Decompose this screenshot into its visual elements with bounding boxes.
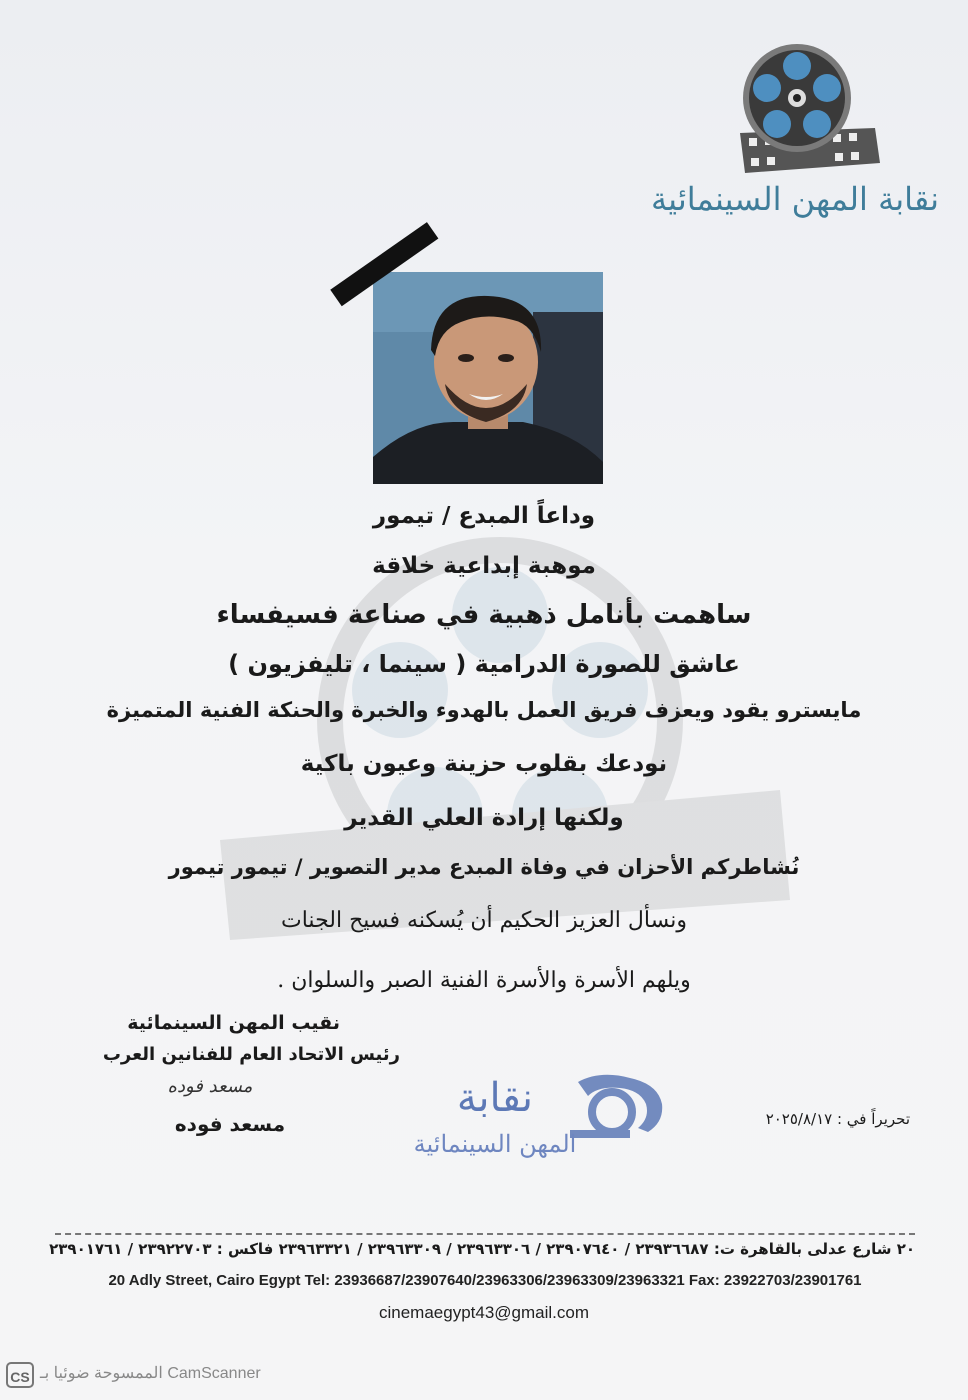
body-line-6: ولكنها إرادة العلي القدير — [344, 805, 624, 831]
footer-arabic-address: ٢٠ شارع عدلى بالقاهرة ت: ٢٣٩٣٦٦٨٧ / ٢٣٩٠٧٦٤٠ / ٢٣٩٦٣٣٠٦ / ٢٣٩٦٣٣٠٩ / ٢٣٩٦٣٣٢١ فاكس : ٢٣٩٢٢٧٠٣ / ٢٣٩٠١٧٦١ — [49, 1240, 915, 1258]
issue-date — [750, 1110, 910, 1128]
date-label: تحريراً في : — [836, 1110, 910, 1128]
prayer-line-2: ويلهم الأسرة والأسرة الفنية الصبر والسلوان . — [277, 968, 691, 993]
scanner-text: الممسوحة ضوئيا بـ CamScanner — [40, 1365, 261, 1382]
farewell-title: وداعاً المبدع / تيمور — [372, 503, 596, 529]
stamp-text-1: نقابة — [456, 1075, 534, 1121]
signatory-role-2: رئيس الاتحاد العام للفنانين العرب — [102, 1044, 400, 1065]
footer-divider — [55, 1233, 915, 1235]
body-line-1: موهبة إبداعية خلاقة — [372, 553, 596, 579]
body-line-2: ساهمت بأنامل ذهبية في صناعة فسيفساء — [216, 600, 752, 630]
signatory-name: مسعد فوده — [174, 1112, 286, 1136]
footer-english-address: 20 Adly Street, Cairo Egypt Tel: 23936687/23907640/23963306/23963309/23963321 Fax: 23922703/23901761 — [108, 1272, 862, 1289]
body-line-7: نُشاطركم الأحزان في وفاة المبدع مدير التصوير / تيمور تيمور — [168, 855, 800, 879]
signatory-role-1: نقيب المهن السينمائية — [127, 1012, 340, 1034]
body-line-5: نودعك بقلوب حزينة وعيون باكية — [300, 751, 668, 777]
scanner-watermark — [0, 1360, 320, 1390]
film-reel-logo-icon — [735, 38, 885, 178]
stamp-text-2: المهن السينمائية — [413, 1130, 577, 1158]
reel-watermark-icon — [180, 520, 800, 960]
handwritten-signature: مسعد فوده — [167, 1076, 253, 1097]
body-line-3: عاشق للصورة الدرامية ( سينما ، تليفزيون ) — [228, 650, 740, 678]
org-logo-name: نقابة المهن السينمائية — [651, 180, 939, 218]
portrait-photo — [373, 272, 603, 484]
body-line-4: مايسترو يقود ويعزف فريق العمل بالهدوء والخبرة والحنكة الفنية المتميزة — [106, 698, 862, 722]
camscanner-icon: CS — [6, 1362, 34, 1388]
footer-email: cinemaegypt43@gmail.com — [378, 1303, 590, 1322]
date-value: ٢٠٢٥/٨/١٧ — [765, 1110, 833, 1128]
prayer-line-1: ونسأل العزيز الحكيم أن يُسكنه فسيح الجنات — [281, 908, 687, 933]
